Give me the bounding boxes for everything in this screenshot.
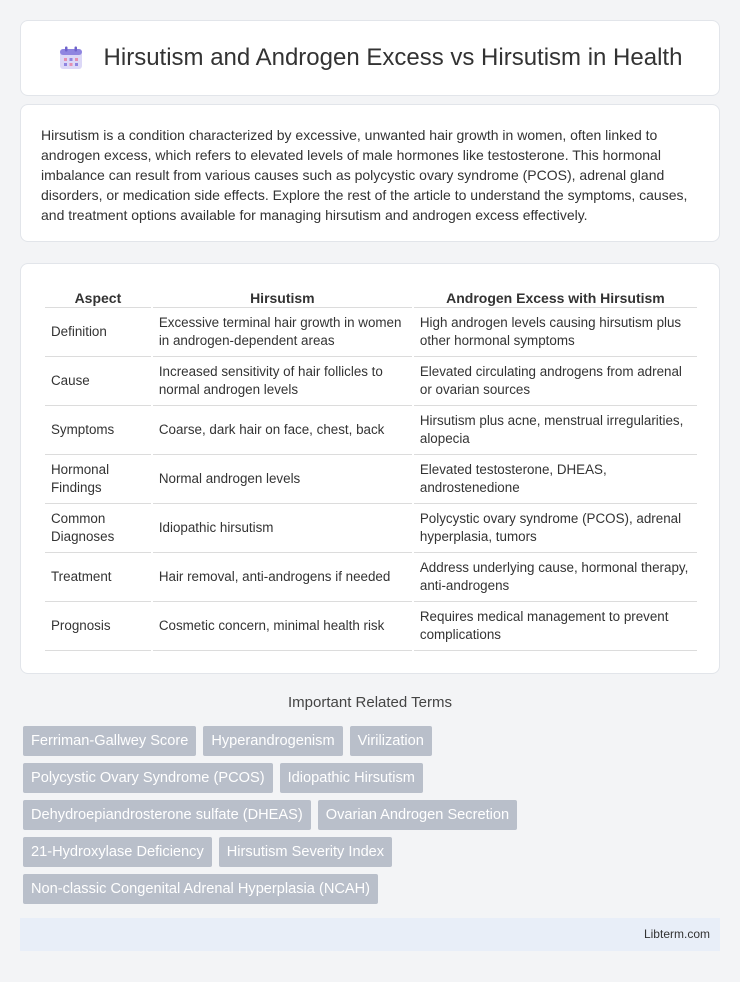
table-cell: Requires medical management to prevent complications	[414, 602, 697, 651]
table-cell: Common Diagnoses	[45, 504, 151, 553]
tag-row	[23, 837, 723, 867]
related-term-tag[interactable]: Hirsutism Severity Index	[219, 837, 392, 867]
page-title: Hirsutism and Androgen Excess vs Hirsutism in Health	[103, 44, 683, 71]
table-cell: Hirsutism plus acne, menstrual irregularities, alopecia	[414, 406, 697, 455]
footer	[20, 918, 720, 951]
related-terms-list	[23, 726, 723, 911]
related-term-tag[interactable]: Non-classic Congenital Adrenal Hyperplasia (NCAH)	[23, 874, 378, 904]
table-row	[45, 357, 697, 406]
table-cell: Increased sensitivity of hair follicles to normal androgen levels	[153, 357, 412, 406]
related-term-tag[interactable]: Idiopathic Hirsutism	[280, 763, 423, 793]
table-cell: Address underlying cause, hormonal therapy, anti-androgens	[414, 553, 697, 602]
table-cell: Elevated circulating androgens from adrenal or ovarian sources	[414, 357, 697, 406]
table-header-row	[45, 284, 697, 308]
table-row	[45, 308, 697, 357]
related-term-tag[interactable]: Ovarian Androgen Secretion	[318, 800, 517, 830]
table-row	[45, 504, 697, 553]
header-aspect: Aspect	[45, 284, 151, 308]
tag-row	[23, 874, 723, 904]
table-row	[45, 406, 697, 455]
header-hirsutism: Hirsutism	[153, 284, 412, 308]
table-row	[45, 553, 697, 602]
table-cell: Polycystic ovary syndrome (PCOS), adrenal hyperplasia, tumors	[414, 504, 697, 553]
related-term-tag[interactable]: Virilization	[350, 726, 432, 756]
table-cell: Cosmetic concern, minimal health risk	[153, 602, 412, 651]
calendar-grid-icon	[58, 45, 84, 71]
table-cell: Coarse, dark hair on face, chest, back	[153, 406, 412, 455]
table-cell: Normal androgen levels	[153, 455, 412, 504]
title-card	[20, 20, 720, 96]
intro-text: Hirsutism is a condition characterized by excessive, unwanted hair growth in women, often linked to androgen excess, which refers to elevated levels of male hormones like testosterone. This hormonal imbalance can result from various causes such as polycystic ovary syndrome (PCOS), adrenal gland disorders, or medication side effects. Explore the rest of the article to understand the symptoms, causes, and treatment options available for managing hirsutism and androgen excess effectively.	[41, 127, 688, 223]
table-row	[45, 602, 697, 651]
related-term-tag[interactable]: 21-Hydroxylase Deficiency	[23, 837, 212, 867]
header-androgen-excess: Androgen Excess with Hirsutism	[414, 284, 697, 308]
table-cell: Hormonal Findings	[45, 455, 151, 504]
related-term-tag[interactable]: Dehydroepiandrosterone sulfate (DHEAS)	[23, 800, 311, 830]
table-cell: Excessive terminal hair growth in women in androgen-dependent areas	[153, 308, 412, 357]
table-cell: Hair removal, anti-androgens if needed	[153, 553, 412, 602]
table-cell: Treatment	[45, 553, 151, 602]
table-cell: Elevated testosterone, DHEAS, androstenedione	[414, 455, 697, 504]
footer-site-link[interactable]: Libterm.com	[643, 927, 710, 941]
comparison-table-card	[20, 263, 720, 674]
intro-card	[20, 104, 720, 242]
table-cell: Idiopathic hirsutism	[153, 504, 412, 553]
comparison-table	[43, 284, 699, 651]
table-cell: Cause	[45, 357, 151, 406]
table-row	[45, 455, 697, 504]
table-cell: High androgen levels causing hirsutism plus other hormonal symptoms	[414, 308, 697, 357]
related-term-tag[interactable]: Ferriman-Gallwey Score	[23, 726, 196, 756]
table-cell: Prognosis	[45, 602, 151, 651]
table-cell: Symptoms	[45, 406, 151, 455]
tag-row	[23, 800, 723, 830]
related-terms-title: Important Related Terms	[288, 694, 452, 711]
tag-row	[23, 726, 723, 756]
tag-row	[23, 763, 723, 793]
table-cell: Definition	[45, 308, 151, 357]
related-term-tag[interactable]: Hyperandrogenism	[203, 726, 342, 756]
related-term-tag[interactable]: Polycystic Ovary Syndrome (PCOS)	[23, 763, 273, 793]
